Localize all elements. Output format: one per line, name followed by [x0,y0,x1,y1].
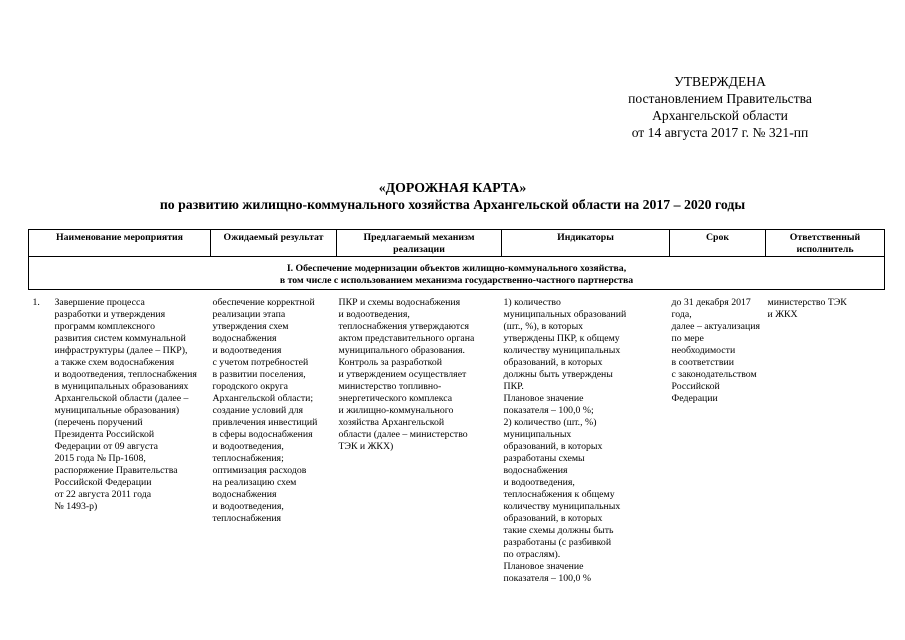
section-line: I. Обеспечение модернизации объектов жилищно-коммунального хозяйства, [286,263,627,274]
section-line: в том числе с использованием механизма государственно-частного партнерства [279,274,634,286]
mechanism-cell: ПКР и схемы водоснабжения и водоотведения, теплоснабжения утверждаются актом представительного органа муниципального образования. Контроль за разработкой и утверждением осуществляет министерство топливно- энергетического комплекса и жилищно-коммунального хозяйства Архангельской области (далее – министерство ТЭК и ЖКХ) [338,297,475,452]
section-row [29,257,885,290]
term-cell: до 31 декабря 2017 года, далее – актуализация по мере необходимости в соответствии с законодательством Российской Федерации [671,297,760,404]
approval-line: постановлением Правительства [628,91,812,106]
header-result: Ожидаемый результат [211,230,337,257]
header-term: Срок [670,230,766,257]
header-indicators: Индикаторы [502,230,670,257]
row-number: 1. [32,297,40,308]
table-row [29,290,885,586]
approval-line: Архангельской области [652,108,788,123]
result-cell: обеспечение корректной реализации этапа утверждения схем водоснабжения и водоотведения с учетом потребностей в развитии поселения, городского округа Архангельской области; создание условий для привлечения инвестиций в сферы водоснабжения и водоотведения, теплоснабжения; оптимизация расходов на реализацию схем водоснабжения и водоотведения, теплоснабжения [212,297,318,524]
header-mechanism: Предлагаемый механизм реализации [337,230,502,257]
approval-title: УТВЕРЖДЕНА [674,74,766,89]
approval-stamp [600,73,840,141]
approval-date: от 14 августа 2017 г. № 321-пп [631,125,809,140]
document-title [0,180,905,213]
executor-cell: министерство ТЭК и ЖКХ [767,297,847,320]
action-cell: Завершение процесса разработки и утверждения программ комплексного развития систем коммунальной инфраструктуры (далее – ПКР), а также схем водоснабжения и водоотведения, теплоснабжения в муниципальных образованиях Архангельской области (далее – муниципальные образования) (перечень поручений Президента Российской Федерации от 09 августа 2015 года № Пр-1608, распоряжение Правительства Российской Федерации от 22 августа 2011 года № 1493-р) [54,297,197,512]
section-heading [29,257,885,290]
title-line: «ДОРОЖНАЯ КАРТА» [378,180,527,195]
table-header-row [29,230,885,257]
roadmap-table [28,229,885,585]
header-executor: Ответственный исполнитель [766,230,885,257]
indicators-cell: 1) количество муниципальных образований (шт., %), в которых утверждены ПКР, к общему количеству муниципальных образований, в которых должны быть утверждены ПКР. Плановое значение показателя – 100,0 %; 2) количество (шт., %) муниципальных образований, в которых разработаны схемы водоснабжения и водоотведения, теплоснабжения к общему количеству муниципальных образований, в которых такие схемы должны быть разработаны (с разбивкой по отраслям). Плановое значение показателя – 100,0 % [503,297,627,584]
header-action: Наименование мероприятия [29,230,211,257]
subtitle-line: по развитию жилищно-коммунального хозяйства Архангельской области на 2017 – 2020 годы [159,196,746,212]
